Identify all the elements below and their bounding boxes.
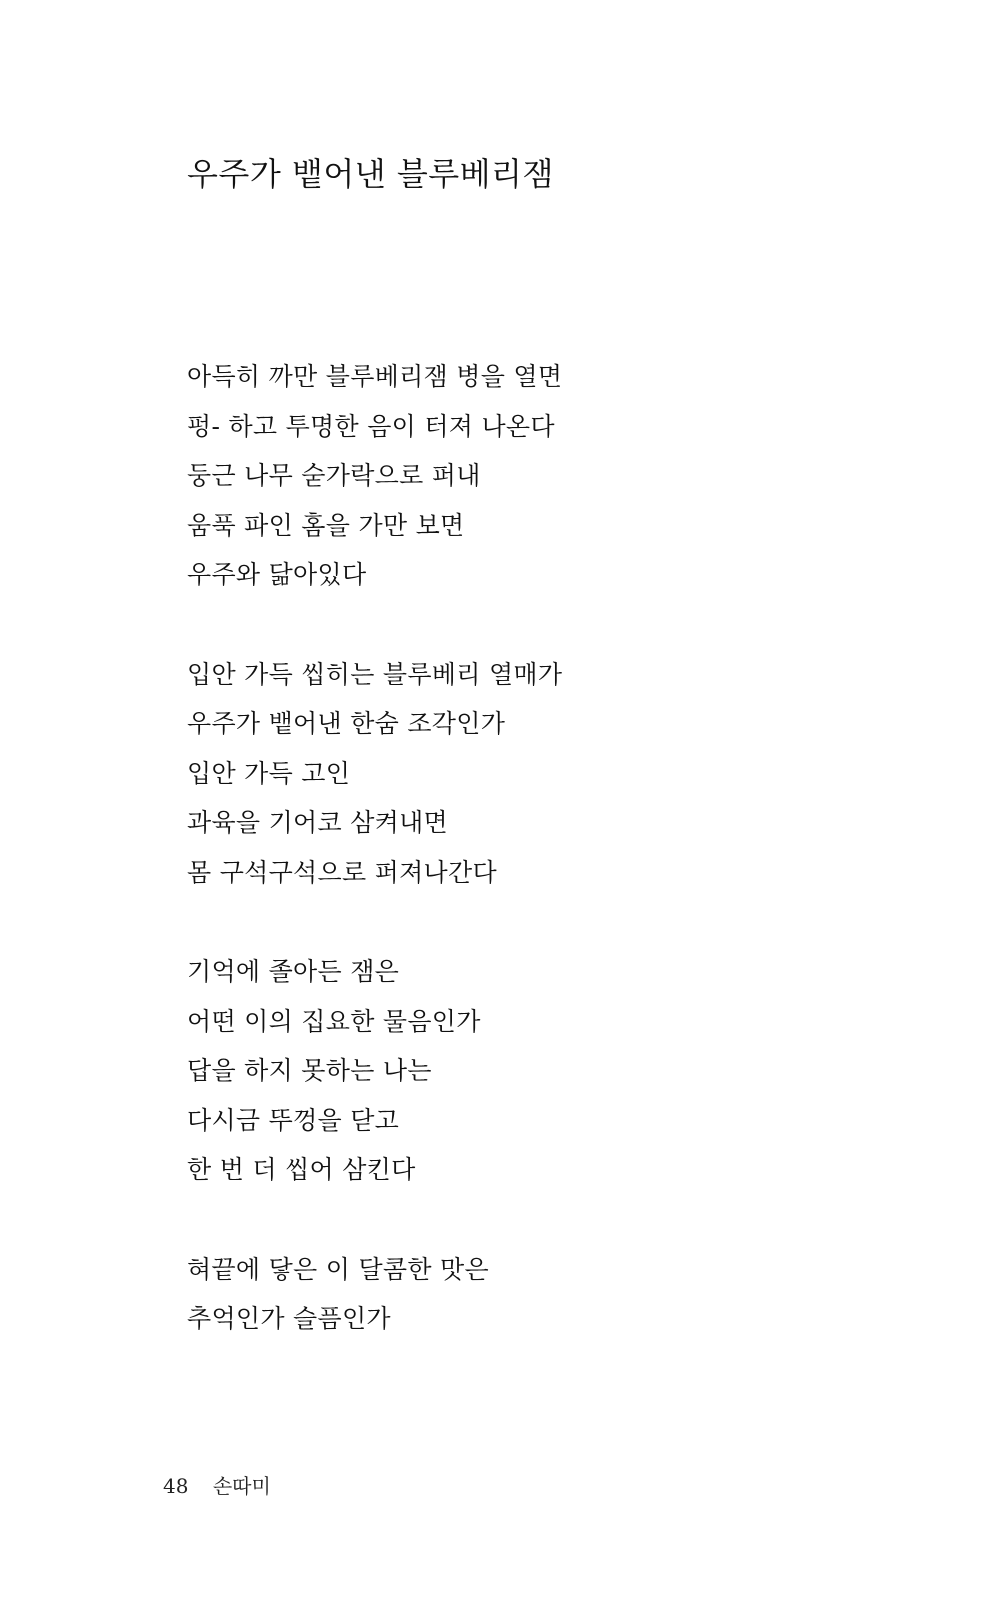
poem-line: 기억에 졸아든 잼은 [187, 957, 400, 986]
poem-line: 펑- 하고 투명한 음이 터져 나온다 [187, 411, 555, 441]
page-footer [163, 1472, 271, 1500]
poem-line: 한 번 더 씹어 삼킨다 [187, 1155, 416, 1184]
poem-line: 우주와 닮아있다 [187, 560, 367, 589]
poem-line: 입안 가득 씹히는 블루베리 열매가 [187, 659, 563, 689]
poem-line: 답을 하지 못하는 나는 [187, 1056, 432, 1085]
stanza-4 [187, 1245, 887, 1344]
poem-line: 움푹 파인 홈을 가만 보면 [187, 510, 465, 540]
poem-line: 몸 구석구석으로 퍼져나간다 [187, 857, 497, 887]
poem-title: 우주가 뱉어낸 블루베리잼 [187, 155, 554, 193]
poem-line: 다시금 뚜껑을 닫고 [187, 1105, 400, 1135]
stanza-3 [187, 947, 887, 1195]
poem-line: 둥근 나무 숟가락으로 퍼내 [187, 461, 481, 490]
poem-line: 혀끝에 닿은 이 달콤한 맛은 [187, 1254, 489, 1284]
poem-line: 우주가 뱉어낸 한숨 조각인가 [187, 709, 506, 738]
poem-line: 입안 가득 고인 [187, 758, 351, 788]
stanza-2 [187, 650, 887, 898]
page-number: 48 [163, 1474, 189, 1498]
poem-line: 과육을 기어코 삼켜내면 [187, 808, 448, 837]
poem-line: 아득히 까만 블루베리잼 병을 열면 [187, 362, 563, 391]
stanza-1 [187, 352, 887, 600]
author-name: 손따미 [212, 1474, 271, 1498]
poem-line: 어떤 이의 집요한 물음인가 [187, 1006, 481, 1036]
poem-body [187, 352, 887, 1394]
poem-line: 추억인가 슬픔인가 [187, 1304, 391, 1333]
